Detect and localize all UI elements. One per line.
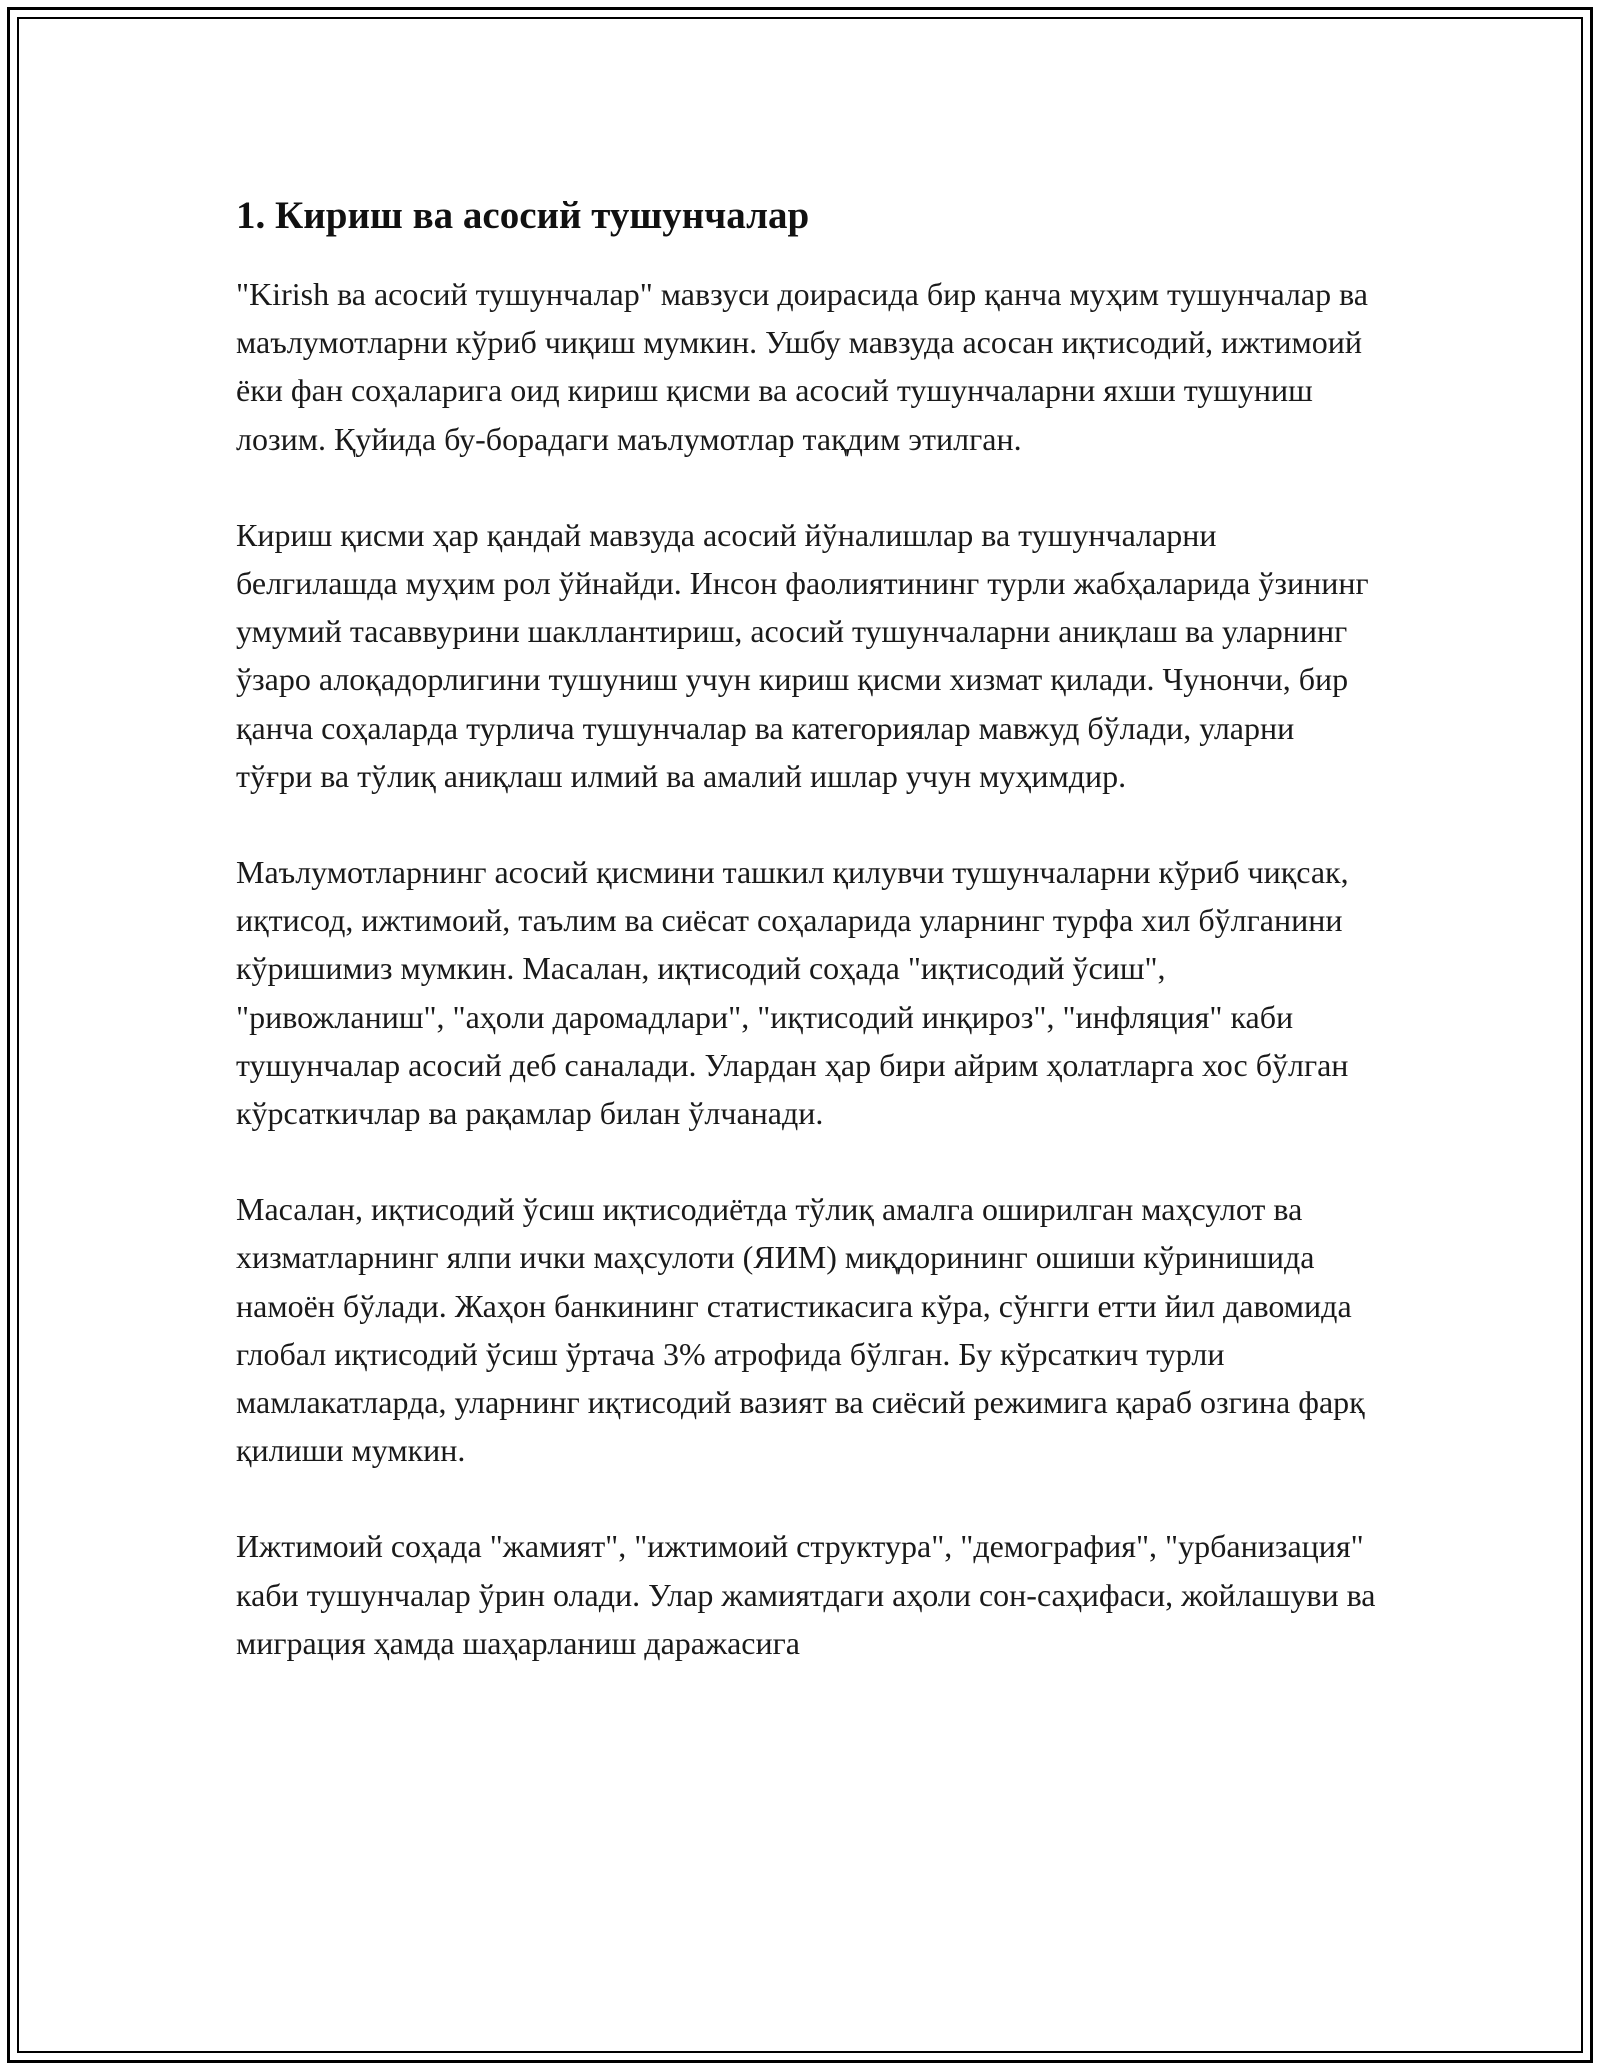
paragraph-4: Масалан, иқтисодий ўсиш иқтисодиётда тўлиқ амалга оширилган маҳсулот ва хизматларнинг ялпи ички маҳсулоти (ЯИМ) миқдорининг ошиши кўринишида намоён бўлади. Жаҳон банкининг статистикасига кўра, сўнгги етти йил давомида глобал иқтисодий ўсиш ўртача 3% атрофида бўлган. Бу кўрсаткич турли мамлакатларда, уларнинг иқтисодий вазият ва сиёсий режимига қараб озгина фарқ қилиши мумкин.	[236, 1191, 1365, 1469]
paragraph-1: "Kirish ва асосий тушунчалар" мавзуси доирасида бир қанча муҳим тушунчалар ва маълумотларни кўриб чиқиш мумкин. Ушбу мавзуда асосан иқтисодий, ижтимоий ёки фан соҳаларига оид кириш қисми ва асосий тушунчаларни яхши тушуниш лозим. Қуйида бу-борадаги маълумотлар тақдим этилган.	[236, 276, 1368, 457]
section-heading: 1. Кириш ва асосий тушунчалар	[236, 194, 810, 237]
paragraph-2: Кириш қисми ҳар қандай мавзуда асосий йўналишлар ва тушунчаларни белгилашда муҳим рол ўйнайди. Инсон фаолиятининг турли жабҳаларида ўзининг умумий тасаввурини шакллантириш, асосий тушунчаларни аниқлаш ва уларнинг ўзаро алоқадорлигини тушуниш учун кириш қисми хизмат қилади. Чунончи, бир қанча соҳаларда турлича тушунчалар ва категориялар мавжуд бўлади, уларни тўғри ва тўлиқ аниқлаш илмий ва амалий ишлар учун муҳимдир.	[236, 516, 1369, 794]
paragraph-3: Маълумотларнинг асосий қисмини ташкил қилувчи тушунчаларни кўриб чиқсак, иқтисод, ижтимоий, таълим ва сиёсат соҳаларида уларнинг турфа хил бўлганини кўришимиз мумкин. Масалан, иқтисодий соҳада "иқтисодий ўсиш", "ривожланиш", "аҳоли даромадлари", "иқтисодий инқироз", "инфляция" каби тушунчалар асосий деб саналади. Улардан ҳар бири айрим ҳолатларга хос бўлган кўрсаткичлар ва рақамлар билан ўлчанади.	[236, 854, 1349, 1132]
paragraph-5: Ижтимоий соҳада "жамият", "ижтимоий структура", "демография", "урбанизация" каби тушунчалар ўрин олади. Улар жамиятдаги аҳоли сон-саҳифаси, жойлашуви ва миграция ҳамда шаҳарланиш даражасига	[236, 1528, 1376, 1661]
document-body	[236, 186, 1376, 1715]
